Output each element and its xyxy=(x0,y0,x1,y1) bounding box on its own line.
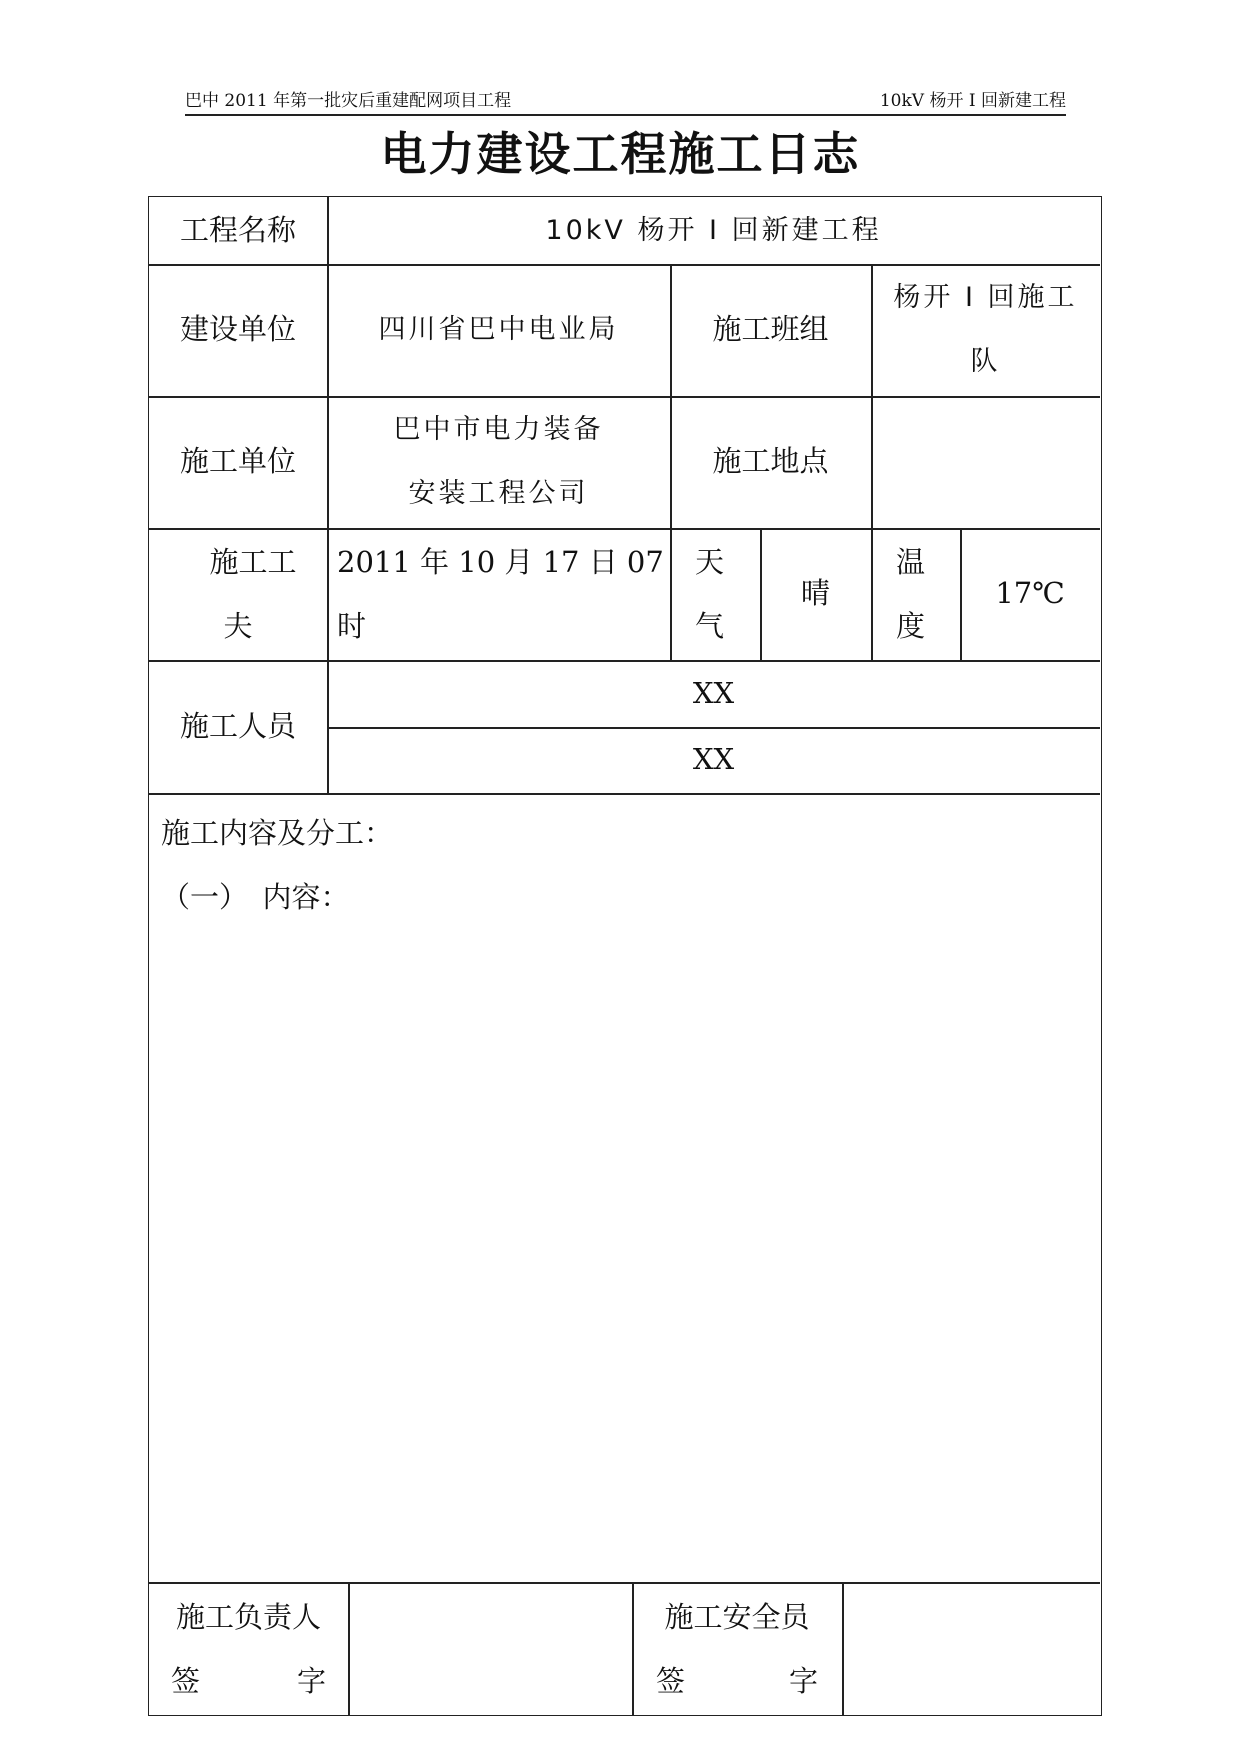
team-value xyxy=(871,264,1100,396)
page-title: 电力建设工程施工日志 xyxy=(380,127,861,181)
date-label-line1: 施工工 xyxy=(209,545,297,579)
personnel-value-1: XX xyxy=(692,675,735,710)
team-label: 施工班组 xyxy=(712,312,829,347)
builder-label: 建设单位 xyxy=(179,312,296,347)
date-value xyxy=(327,528,670,660)
weather-label-line1: 天 xyxy=(695,545,725,579)
date-value-line1: 2011 年 10 月 17 日 07 xyxy=(337,545,664,579)
safety-signature-field[interactable] xyxy=(842,1582,1100,1715)
safety-label xyxy=(632,1582,842,1715)
builder-value: 四川省巴中电业局 xyxy=(378,314,619,346)
team-value-line1: 杨开 I 回施工 xyxy=(893,282,1078,313)
site-value xyxy=(871,396,1100,528)
header-right: 10kV 杨开 I 回新建工程 xyxy=(879,91,1066,111)
leader-signature-field[interactable] xyxy=(348,1582,632,1715)
leader-label xyxy=(149,1582,348,1715)
safety-sign-left: 签 xyxy=(656,1663,686,1698)
safety-sign-right: 字 xyxy=(788,1663,818,1698)
contractor-value-line1: 巴中市电力装备 xyxy=(393,414,604,445)
team-value-line2: 队 xyxy=(970,346,1001,377)
date-label xyxy=(149,528,327,660)
temp-label-line2: 度 xyxy=(896,609,926,643)
page-header xyxy=(185,88,1066,116)
temp-label-line1: 温 xyxy=(896,545,926,579)
leader-label-line1: 施工负责人 xyxy=(175,1599,321,1634)
project-name-value: 10kV 杨开 I 回新建工程 xyxy=(545,214,882,246)
temp-label xyxy=(871,528,960,660)
weather-value: 晴 xyxy=(800,576,830,611)
project-name-label: 工程名称 xyxy=(179,212,296,247)
header-left: 巴中 2011 年第一批灾后重建配网项目工程 xyxy=(185,91,512,111)
date-value-line2: 时 xyxy=(337,609,367,643)
personnel-label: 施工人员 xyxy=(179,708,296,743)
content-heading: 施工内容及分工： xyxy=(161,816,394,850)
contractor-value xyxy=(327,396,670,528)
content-item-1: （一） 内容： xyxy=(161,880,350,914)
personnel-value-2: XX xyxy=(692,742,735,777)
contractor-label: 施工单位 xyxy=(179,444,296,479)
date-label-line2: 夫 xyxy=(223,609,253,643)
log-table xyxy=(148,196,1102,1716)
leader-sign-right: 字 xyxy=(296,1663,326,1698)
safety-label-line1: 施工安全员 xyxy=(664,1599,810,1634)
leader-sign-left: 签 xyxy=(171,1663,201,1698)
weather-label xyxy=(670,528,760,660)
weather-label-line2: 气 xyxy=(695,609,725,643)
site-label: 施工地点 xyxy=(712,444,829,479)
temp-value: 17℃ xyxy=(995,576,1065,611)
contractor-value-line2: 安装工程公司 xyxy=(408,478,589,509)
